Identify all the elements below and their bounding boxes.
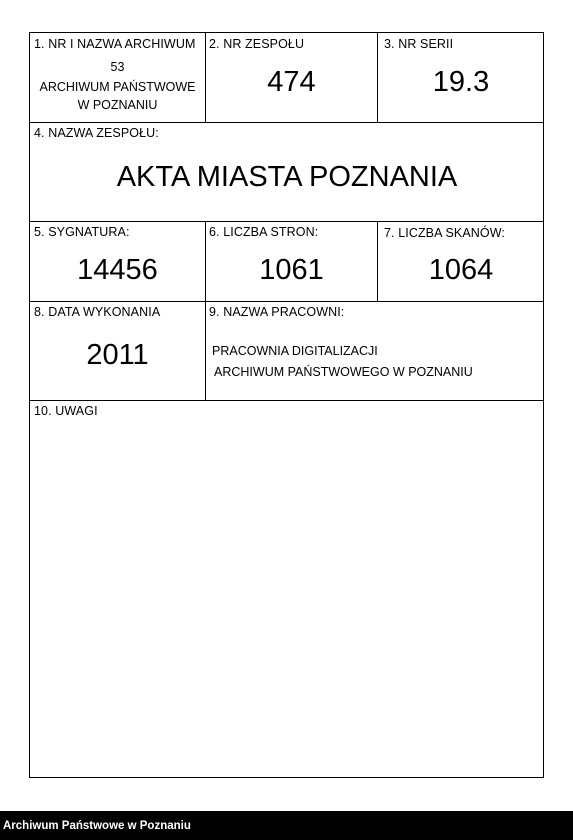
page-count-value: 1061 [259,254,324,286]
archive-name-line1: ARCHIWUM PAŃSTWOWE [39,80,196,94]
signature-label: 5. SYGNATURA: [34,225,130,239]
archive-number: 53 [110,60,125,74]
date-value: 2011 [86,339,149,371]
fond-number-cell [206,33,377,122]
scan-count-cell [378,222,544,301]
footer-bar [0,811,573,840]
fond-name-label: 4. NAZWA ZESPOŁU: [34,126,159,140]
notes-cell [30,401,544,778]
lab-name-label: 9. NAZWA PRACOWNI: [209,305,345,319]
signature-cell [30,222,205,301]
notes-label: 10. UWAGI [34,404,98,418]
metadata-card [29,32,544,778]
series-number-value: 19.3 [432,66,490,98]
scan-count-value: 1064 [428,254,494,286]
lab-name-line2: ARCHIWUM PAŃSTWOWEGO W POZNANIU [214,365,473,379]
fond-number-value: 474 [267,66,316,98]
date-cell [30,302,205,400]
page-count-label: 6. LICZBA STRON: [209,225,319,239]
fond-name-value: AKTA MIASTA POZNANIA [116,161,458,193]
fond-number-label: 2. NR ZESPOŁU [209,37,305,51]
archive-name-line2: W POZNANIU [77,98,158,112]
signature-value: 14456 [77,254,158,286]
archive-cell [30,33,205,122]
archive-label: 1. NR I NAZWA ARCHIWUM [34,37,196,51]
lab-name-line1: PRACOWNIA DIGITALIZACJI [212,344,378,358]
page-count-cell [206,222,377,301]
series-number-cell [378,33,544,122]
date-label: 8. DATA WYKONANIA [34,305,161,319]
lab-name-cell [206,302,544,400]
series-number-label: 3. NR SERII [384,37,454,51]
footer-text: Archiwum Państwowe w Poznaniu [3,820,191,832]
scan-count-label: 7. LICZBA SKANÓW: [384,226,505,240]
fond-name-cell [30,123,544,221]
